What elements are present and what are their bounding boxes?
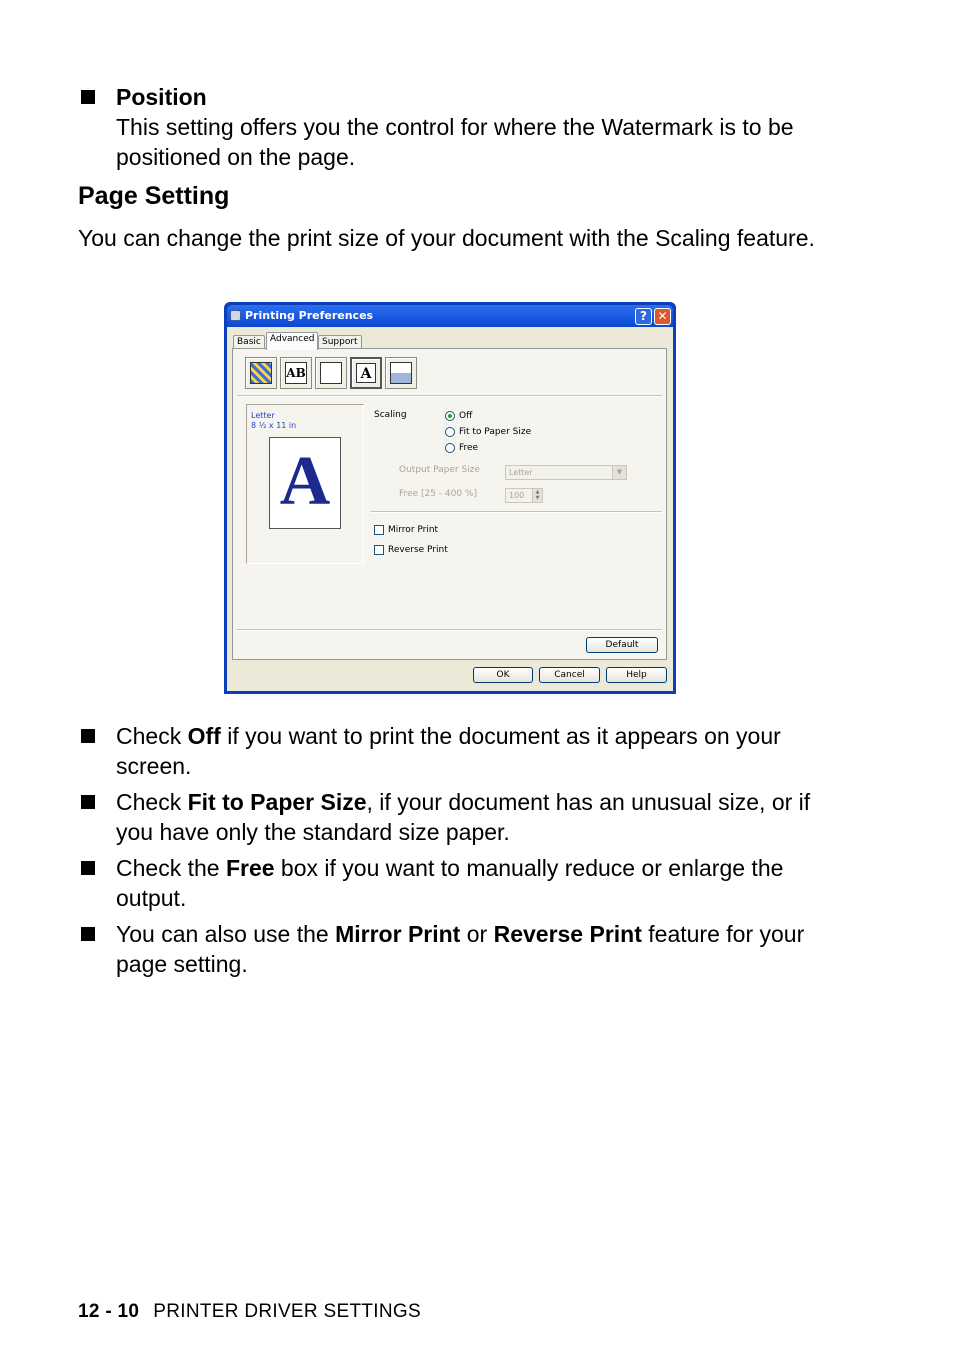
- free-percent-spinner[interactable]: [505, 488, 543, 503]
- scaling-off-radio[interactable]: [445, 411, 455, 421]
- bullet-text: Check: [116, 723, 188, 749]
- tab-support[interactable]: Support: [318, 335, 362, 349]
- free-percent-label: Free [25 - 400 %]: [399, 489, 477, 499]
- bullet-text: if you want to print the document as it appears on your screen.: [116, 723, 781, 779]
- bullet-icon: [81, 861, 95, 875]
- title-help-button[interactable]: ?: [635, 308, 652, 325]
- bullet-text: Check: [116, 789, 188, 815]
- bullet-mirror-reverse: [78, 919, 838, 979]
- scaling-divider: [371, 511, 662, 513]
- bullet-text: box if you want to manually reduce or enlarge the output.: [116, 855, 784, 911]
- page-options-icon: [320, 362, 342, 384]
- bullet-free: [78, 853, 838, 913]
- bullet-text: Check the: [116, 855, 226, 881]
- position-item: [78, 82, 838, 172]
- page-footer: [78, 1301, 421, 1323]
- advanced-panel: [232, 348, 667, 660]
- free-percent-value: 100: [509, 491, 525, 500]
- bullet-icon: [81, 90, 95, 104]
- device-options-icon: [390, 362, 412, 384]
- cancel-button[interactable]: Cancel: [539, 667, 600, 683]
- bullet-bold-term: Mirror Print: [335, 921, 461, 947]
- printer-icon: [230, 310, 241, 321]
- output-paper-label: Output Paper Size: [399, 465, 480, 475]
- scaling-label: Scaling: [374, 410, 407, 420]
- bullet-off: [78, 721, 838, 781]
- output-paper-select[interactable]: [505, 465, 627, 480]
- preview-page: [269, 437, 341, 529]
- printing-preferences-dialog: [224, 302, 676, 694]
- section-paragraph: You can change the print size of your document with the Scaling feature.: [78, 225, 815, 251]
- bullet-bold-term: Reverse Print: [493, 921, 642, 947]
- bullet-text: feature for your page setting.: [116, 921, 805, 977]
- scaling-icon: A: [356, 363, 376, 383]
- toolbar-divider: [237, 395, 662, 397]
- page-number: 12 - 10: [78, 1301, 140, 1322]
- bullet-icon: [81, 927, 95, 941]
- bullet-bold-term: Fit to Paper Size: [187, 789, 367, 815]
- ab-duplex-icon: AB: [285, 362, 307, 384]
- position-text: This setting offers you the control for where the Watermark is to be positioned on the page.: [116, 114, 794, 170]
- dialog-titlebar: [227, 305, 673, 327]
- bullet-text: You can also use the: [116, 921, 336, 947]
- mirror-print-checkbox[interactable]: [374, 525, 384, 535]
- dialog-title: Printing Preferences: [245, 309, 374, 322]
- preview-paper-label: Letter: [251, 411, 275, 420]
- bullet-text: , if your document has an unusual size, or if you have only the standard size paper.: [116, 789, 811, 845]
- tab-advanced[interactable]: Advanced: [266, 332, 318, 350]
- scaling-off-label[interactable]: Off: [459, 411, 473, 421]
- default-button[interactable]: Default: [586, 637, 658, 653]
- device-options-tool-button[interactable]: [385, 357, 417, 389]
- preview-size-label: 8 ½ x 11 in: [251, 421, 297, 430]
- scaling-tool-button[interactable]: [350, 357, 382, 389]
- bullet-icon: [81, 795, 95, 809]
- bullet-fit-to-paper: [78, 787, 838, 847]
- page-preview: [246, 404, 364, 564]
- bullet-bold-term: Free: [225, 855, 275, 881]
- reverse-print-checkbox[interactable]: [374, 545, 384, 555]
- scaling-free-label[interactable]: Free: [459, 443, 479, 453]
- panel-bottom-divider: [237, 629, 662, 631]
- ok-button[interactable]: OK: [473, 667, 533, 683]
- watermark-icon: [250, 362, 272, 384]
- reverse-print-label[interactable]: Reverse Print: [388, 545, 448, 555]
- scaling-free-radio[interactable]: [445, 443, 455, 453]
- preview-letter: A: [279, 443, 331, 520]
- tab-basic[interactable]: Basic: [233, 335, 265, 349]
- output-paper-value: Letter: [509, 468, 533, 477]
- mirror-print-label[interactable]: Mirror Print: [388, 525, 439, 535]
- bullet-bold-term: Off: [187, 723, 221, 749]
- scaling-fit-label[interactable]: Fit to Paper Size: [459, 427, 532, 437]
- help-button[interactable]: Help: [606, 667, 667, 683]
- dialog-client: [227, 327, 673, 691]
- chevron-down-icon: ▼: [612, 466, 626, 479]
- watermark-tool-button[interactable]: [245, 357, 277, 389]
- bullet-icon: [81, 729, 95, 743]
- chapter-title: PRINTER DRIVER SETTINGS: [153, 1301, 421, 1322]
- section-heading: Page Setting: [78, 182, 230, 210]
- scaling-fit-radio[interactable]: [445, 427, 455, 437]
- spinner-arrows-icon: ▲ ▼: [532, 489, 542, 502]
- bullet-text: or: [460, 921, 494, 947]
- duplex-tool-button[interactable]: [280, 357, 312, 389]
- title-close-button[interactable]: ✕: [654, 308, 671, 325]
- page-options-tool-button[interactable]: [315, 357, 347, 389]
- position-title: Position: [116, 84, 207, 110]
